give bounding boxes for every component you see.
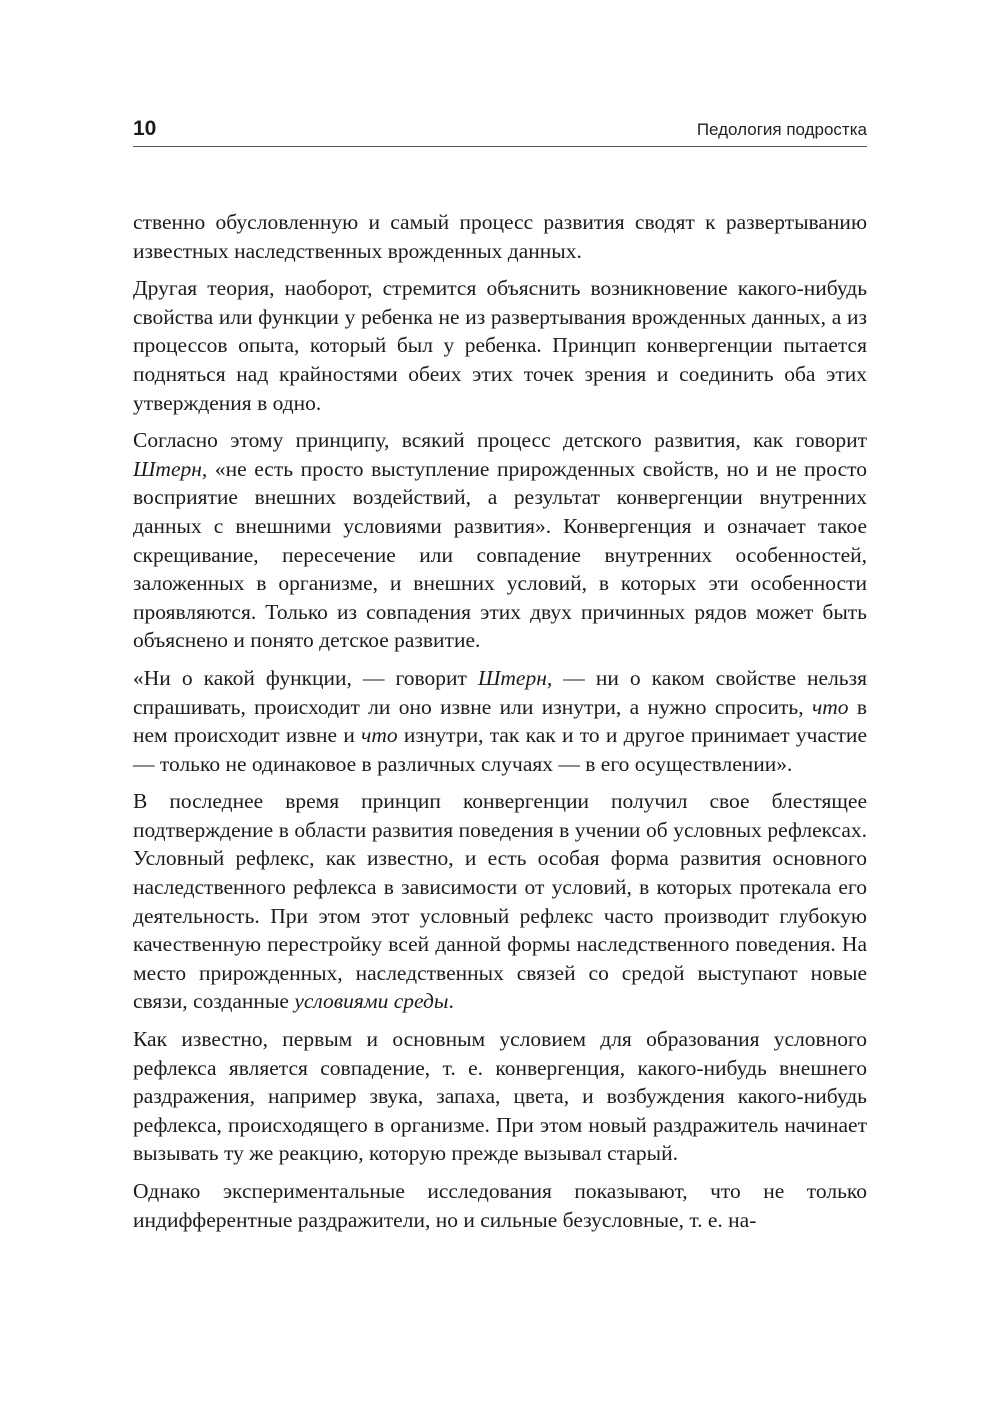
italic-emphasis: условиями среды (294, 989, 449, 1014)
text-run: Однако экспериментальные исследования показывают, что не только индифферентные раздражители, но и сильные безусловные, т. е. на- (133, 1179, 867, 1232)
italic-emphasis: что (811, 694, 849, 719)
text-run: изнутри, так как и то и другое принимает участие — только не одинаковое в различных случаях — в его осуществлении». (133, 723, 867, 776)
paragraph (133, 1025, 867, 1168)
text-run: . (448, 989, 454, 1014)
text-run: «не есть просто выступление прирожденных свойств, но и не просто восприятие внешних воздействий, а результат конвергенции внутренних данных с внешними условиями развития». Конвергенция и означает такое скрещивание, пересечение или совпадение внутренних особенностей, заложенных в организме, и внешних условий, в которых эти особенности проявляются. Только из совпадения этих двух причинных рядов может быть объяснено и понято детское развитие. (133, 456, 867, 653)
paragraph (133, 1177, 867, 1234)
page-number: 10 (133, 117, 157, 140)
text-run: Как известно, первым и основным условием для образования условного рефлекса является совпадение, т. е. конвергенция, какого-нибудь внешнего раздражения, например звука, запаха, цвета, и возбуждения какого-нибудь рефлекса, происходящего в организме. При этом новый раздражитель начинает вызывать ту же реакцию, которую прежде вызывал старый. (133, 1027, 867, 1166)
paragraph (133, 274, 867, 417)
text-run: — ни о каком свойстве нельзя спрашивать, происходит ли оно извне или изнутри, а нужно спросить, (133, 665, 867, 719)
text-run: ственно обусловленную и самый процесс развития сводят к развертыванию известных наследственных врожденных данных. (133, 210, 867, 263)
italic-emphasis: что (361, 723, 398, 748)
paragraph (133, 787, 867, 1016)
paragraph (133, 426, 867, 655)
body-text (133, 208, 867, 1243)
italic-author-name: Штерн, (133, 456, 208, 481)
text-run: Другая теория, наоборот, стремится объяснить возникновение какого-нибудь свойства или функции у ребенка не из развертывания врожденных данных, а из процессов опыта, который был у ребенка. Принцип конвергенции пытается подняться над крайностями обеих этих точек зрения и соединить оба этих утверждения в одно. (133, 276, 867, 415)
text-run: В последнее время принцип конвергенции получил свое блестящее подтверждение в области развития поведения в учении об условных рефлексах. Условный рефлекс, как известно, и есть особая форма развития основного наследственного рефлекса в зависимости от условий, в которых протекала его деятельность. При этом этот условный рефлекс часто производит глубокую качественную перестройку всей данной формы наследственного поведения. На место прирожденных, наследственных связей со средой выступают новые связи, созданные (133, 789, 867, 1014)
text-run: Согласно этому принципу, всякий процесс детского развития, как говорит (133, 428, 867, 453)
running-title: Педология подростка (696, 120, 867, 139)
italic-author-name: Штерн, (477, 665, 553, 690)
running-header (133, 116, 867, 147)
paragraph (133, 208, 867, 265)
text-run: в нем происходит извне и (133, 694, 867, 748)
text-run: «Ни о какой функции, — говорит (133, 665, 478, 690)
paragraph (133, 664, 867, 778)
